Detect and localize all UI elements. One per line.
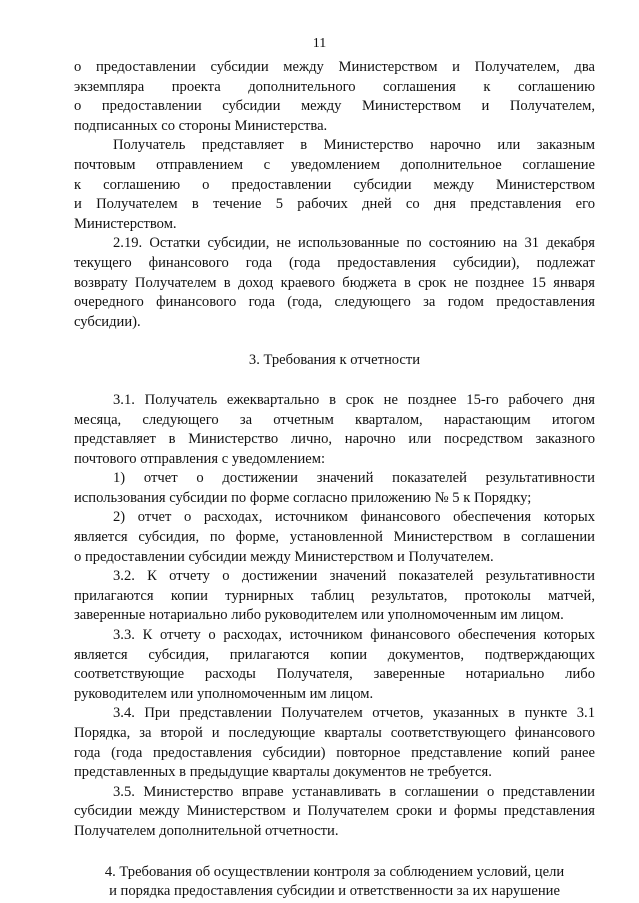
paragraph xyxy=(74,391,595,469)
paragraph-line: 1) отчет о достижении значений показателей результативности xyxy=(113,470,595,487)
paragraph-line: использования субсидии по форме согласно приложению № 5 к Порядку; xyxy=(74,489,532,506)
section-3-title xyxy=(74,351,595,371)
paragraph-line: руководителем или уполномоченным им лицом. xyxy=(74,685,374,702)
section-4-title xyxy=(74,863,595,902)
section-3-title-text: 3. Требования к отчетности xyxy=(248,352,421,369)
paragraph-line: 2) отчет о расходах, источником финансового обеспечения которых xyxy=(113,509,595,526)
page-number: 11 xyxy=(312,36,327,51)
paragraph xyxy=(74,469,595,508)
paragraph xyxy=(74,567,595,626)
paragraph-line: о предоставлении субсидии между Министерством и Получателем. xyxy=(74,548,494,565)
paragraph-line: о предоставлении субсидии между Министерством и Получателем, два xyxy=(74,59,595,75)
paragraph-line: экземпляра проекта дополнительного соглашения к соглашению xyxy=(74,78,595,95)
paragraph-line: прилагаются копии турнирных таблиц результатов, протоколы матчей, xyxy=(74,587,595,604)
paragraph-line: соответствующие расходы Получателя, заверенные нотариально либо xyxy=(74,666,595,683)
paragraph-line: 3.3. К отчету о расходах, источником финансового обеспечения которых xyxy=(113,627,595,644)
paragraph-line: представляет в Министерство лично, нарочно или посредством заказного xyxy=(74,431,595,448)
paragraph xyxy=(74,136,595,234)
paragraph-line: возврату Получателем в доход краевого бюджета в срок не позднее 15 января xyxy=(74,274,595,291)
paragraph-line: Получатель представляет в Министерство нарочно или заказным xyxy=(113,137,595,154)
paragraph-line: 3.2. К отчету о достижении значений показателей результативности xyxy=(113,568,595,585)
paragraph-line: 3.1. Получатель ежеквартально в срок не позднее 15-го рабочего дня xyxy=(113,391,595,408)
paragraph xyxy=(74,58,595,136)
paragraph-line: и Получателем в течение 5 рабочих дней со дня представления его xyxy=(74,196,595,213)
paragraph-line: Министерством. xyxy=(74,215,177,232)
paragraph-line: субсидии). xyxy=(74,313,141,330)
paragraph xyxy=(74,234,595,332)
paragraph-line: Получателем дополнительной отчетности. xyxy=(74,822,339,839)
paragraph-line: месяца, следующего за отчетным кварталом, нарастающим итогом xyxy=(74,411,595,428)
paragraph-line: 2.19. Остатки субсидии, не использованные по состоянию на 31 декабря xyxy=(113,235,595,252)
paragraph-line: о предоставлении субсидии между Министерством и Получателем, xyxy=(74,98,595,115)
section-4-title-line: и порядка предоставления субсидии и ответственности за их нарушение xyxy=(109,883,560,900)
paragraph xyxy=(74,626,595,704)
top-paragraphs xyxy=(74,58,595,332)
paragraph-line: субсидии между Министерством и Получателем сроки и формы представления xyxy=(74,803,595,820)
paragraph-line: подписанных со стороны Министерства. xyxy=(74,117,328,134)
paragraph-line: почтовым отправлением с уведомлением дополнительное соглашение xyxy=(74,156,595,173)
paragraph-line: Порядка, за второй и последующие кварталы соответствующего финансового xyxy=(74,725,595,741)
paragraph xyxy=(74,783,595,842)
paragraph-line: представленных в предыдущие кварталы документов не требуется. xyxy=(74,764,492,781)
paragraph-line: почтового отправления с уведомлением: xyxy=(74,450,326,467)
paragraph-line: текущего финансового года (года предоставления субсидии), подлежат xyxy=(74,254,595,271)
paragraph-line: 3.4. При представлении Получателем отчетов, указанных в пункте 3.1 xyxy=(113,705,595,722)
paragraph-line: заверенные нотариально либо руководителем или уполномоченным им лицом. xyxy=(74,607,564,624)
section-4-title-line: 4. Требования об осуществлении контроля за соблюдением условий, цели xyxy=(104,863,565,880)
section-3-paragraphs xyxy=(74,391,595,842)
paragraph-line: является субсидия, прилагаются копии документов, подтверждающих xyxy=(74,646,595,663)
paragraph-line: года (года предоставления субсидии) повторное представление копий ранее xyxy=(74,744,595,761)
paragraph-line: очередного финансового года (года, следующего за годом предоставления xyxy=(74,294,595,311)
paragraph xyxy=(74,508,595,567)
document-body xyxy=(74,58,595,902)
paragraph-line: 3.5. Министерство вправе устанавливать в соглашении о представлении xyxy=(113,783,595,800)
paragraph-line: является субсидия, по форме, установленной Министерством в соглашении xyxy=(74,529,595,546)
paragraph-line: к соглашению о предоставлении субсидии между Министерством xyxy=(74,176,595,193)
paragraph xyxy=(74,704,595,782)
